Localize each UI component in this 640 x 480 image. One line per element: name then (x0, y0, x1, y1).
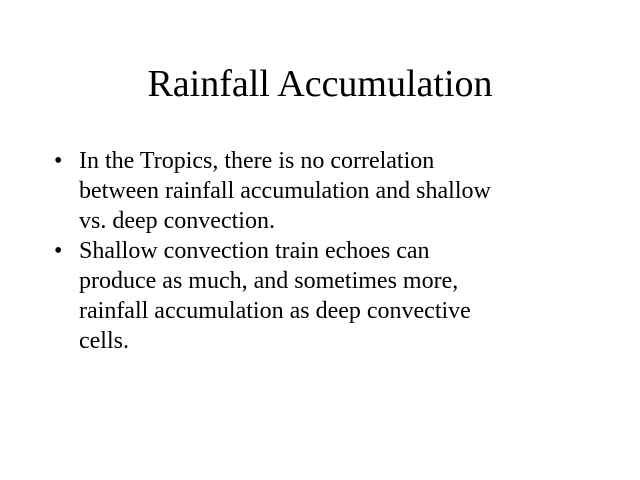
bullet-text-line: rainfall accumulation as deep convective (79, 298, 471, 324)
slide-title: Rainfall Accumulation (147, 63, 493, 105)
bullet-text-line: produce as much, and sometimes more, (79, 268, 459, 294)
bullet-list (54, 146, 584, 356)
bullet-text-line: vs. deep convection. (79, 208, 275, 234)
bullet-text-line: cells. (79, 328, 129, 354)
bullet-icon: • (54, 148, 63, 174)
bullet-item (54, 236, 584, 356)
bullet-icon: • (54, 238, 63, 264)
bullet-text-line: In the Tropics, there is no correlation (79, 148, 435, 174)
bullet-text-line: between rainfall accumulation and shallow (79, 178, 491, 204)
bullet-item (54, 146, 584, 236)
bullet-text-line: Shallow convection train echoes can (79, 238, 430, 264)
